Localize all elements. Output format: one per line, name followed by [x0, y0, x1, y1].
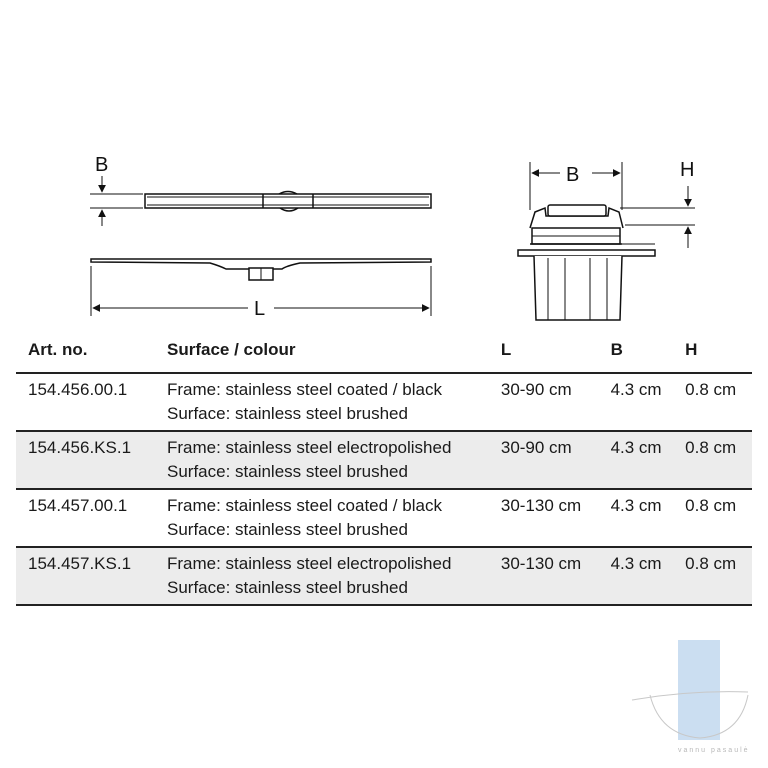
cell-l: 30-130 cm	[501, 489, 611, 547]
cell-b: 4.3 cm	[611, 547, 686, 605]
header-l: L	[501, 330, 611, 373]
cell-frame-text: Frame: stainless steel electropolished	[166, 554, 452, 573]
table-header-row	[16, 330, 752, 373]
cell-l: 30-90 cm	[501, 431, 611, 489]
cell-h: 0.8 cm	[685, 431, 752, 489]
cell-h: 0.8 cm	[685, 373, 752, 431]
cell-surface-text: Surface: stainless steel brushed	[166, 462, 408, 481]
table-row	[16, 373, 752, 431]
watermark-bar	[678, 640, 720, 740]
cell-b: 4.3 cm	[611, 489, 686, 547]
cell-surface-text: Surface: stainless steel brushed	[166, 520, 408, 539]
cell-surface	[167, 373, 501, 431]
header-b: B	[611, 330, 686, 373]
dim-label-b-right: B	[566, 164, 580, 186]
cell-frame-text: Frame: stainless steel coated / black	[166, 496, 442, 515]
channel-cross-section	[518, 205, 655, 320]
cell-art-no: 154.456.00.1	[16, 373, 167, 431]
dim-h	[620, 186, 695, 248]
dim-b-left	[90, 176, 143, 226]
cell-l: 30-130 cm	[501, 547, 611, 605]
header-h: H	[685, 330, 752, 373]
header-art-no: Art. no.	[16, 330, 167, 373]
cell-h: 0.8 cm	[685, 547, 752, 605]
technical-drawing	[0, 0, 768, 330]
cell-surface	[167, 489, 501, 547]
table-row	[16, 489, 752, 547]
header-surface: Surface / colour	[167, 330, 501, 373]
dim-label-l: L	[254, 298, 266, 320]
dim-label-b-left: B	[95, 154, 109, 176]
channel-top-view	[145, 192, 431, 212]
cell-surface	[167, 431, 501, 489]
cell-l: 30-90 cm	[501, 373, 611, 431]
watermark-text: vannu pasaulė	[678, 747, 750, 754]
channel-side-view	[91, 259, 431, 280]
cell-b: 4.3 cm	[611, 431, 686, 489]
cell-surface	[167, 547, 501, 605]
dim-label-h: H	[680, 159, 695, 181]
cell-art-no: 154.456.KS.1	[16, 431, 167, 489]
cell-frame-text: Frame: stainless steel electropolished	[166, 438, 452, 457]
table-row	[16, 547, 752, 605]
cell-surface-text: Surface: stainless steel brushed	[166, 578, 408, 597]
watermark-logo	[630, 640, 760, 768]
spec-table	[16, 330, 752, 606]
cell-surface-text: Surface: stainless steel brushed	[166, 404, 408, 423]
cell-frame-text: Frame: stainless steel coated / black	[166, 380, 442, 399]
cell-b: 4.3 cm	[611, 373, 686, 431]
cell-art-no: 154.457.KS.1	[16, 547, 167, 605]
cell-art-no: 154.457.00.1	[16, 489, 167, 547]
table-row	[16, 431, 752, 489]
cell-h: 0.8 cm	[685, 489, 752, 547]
